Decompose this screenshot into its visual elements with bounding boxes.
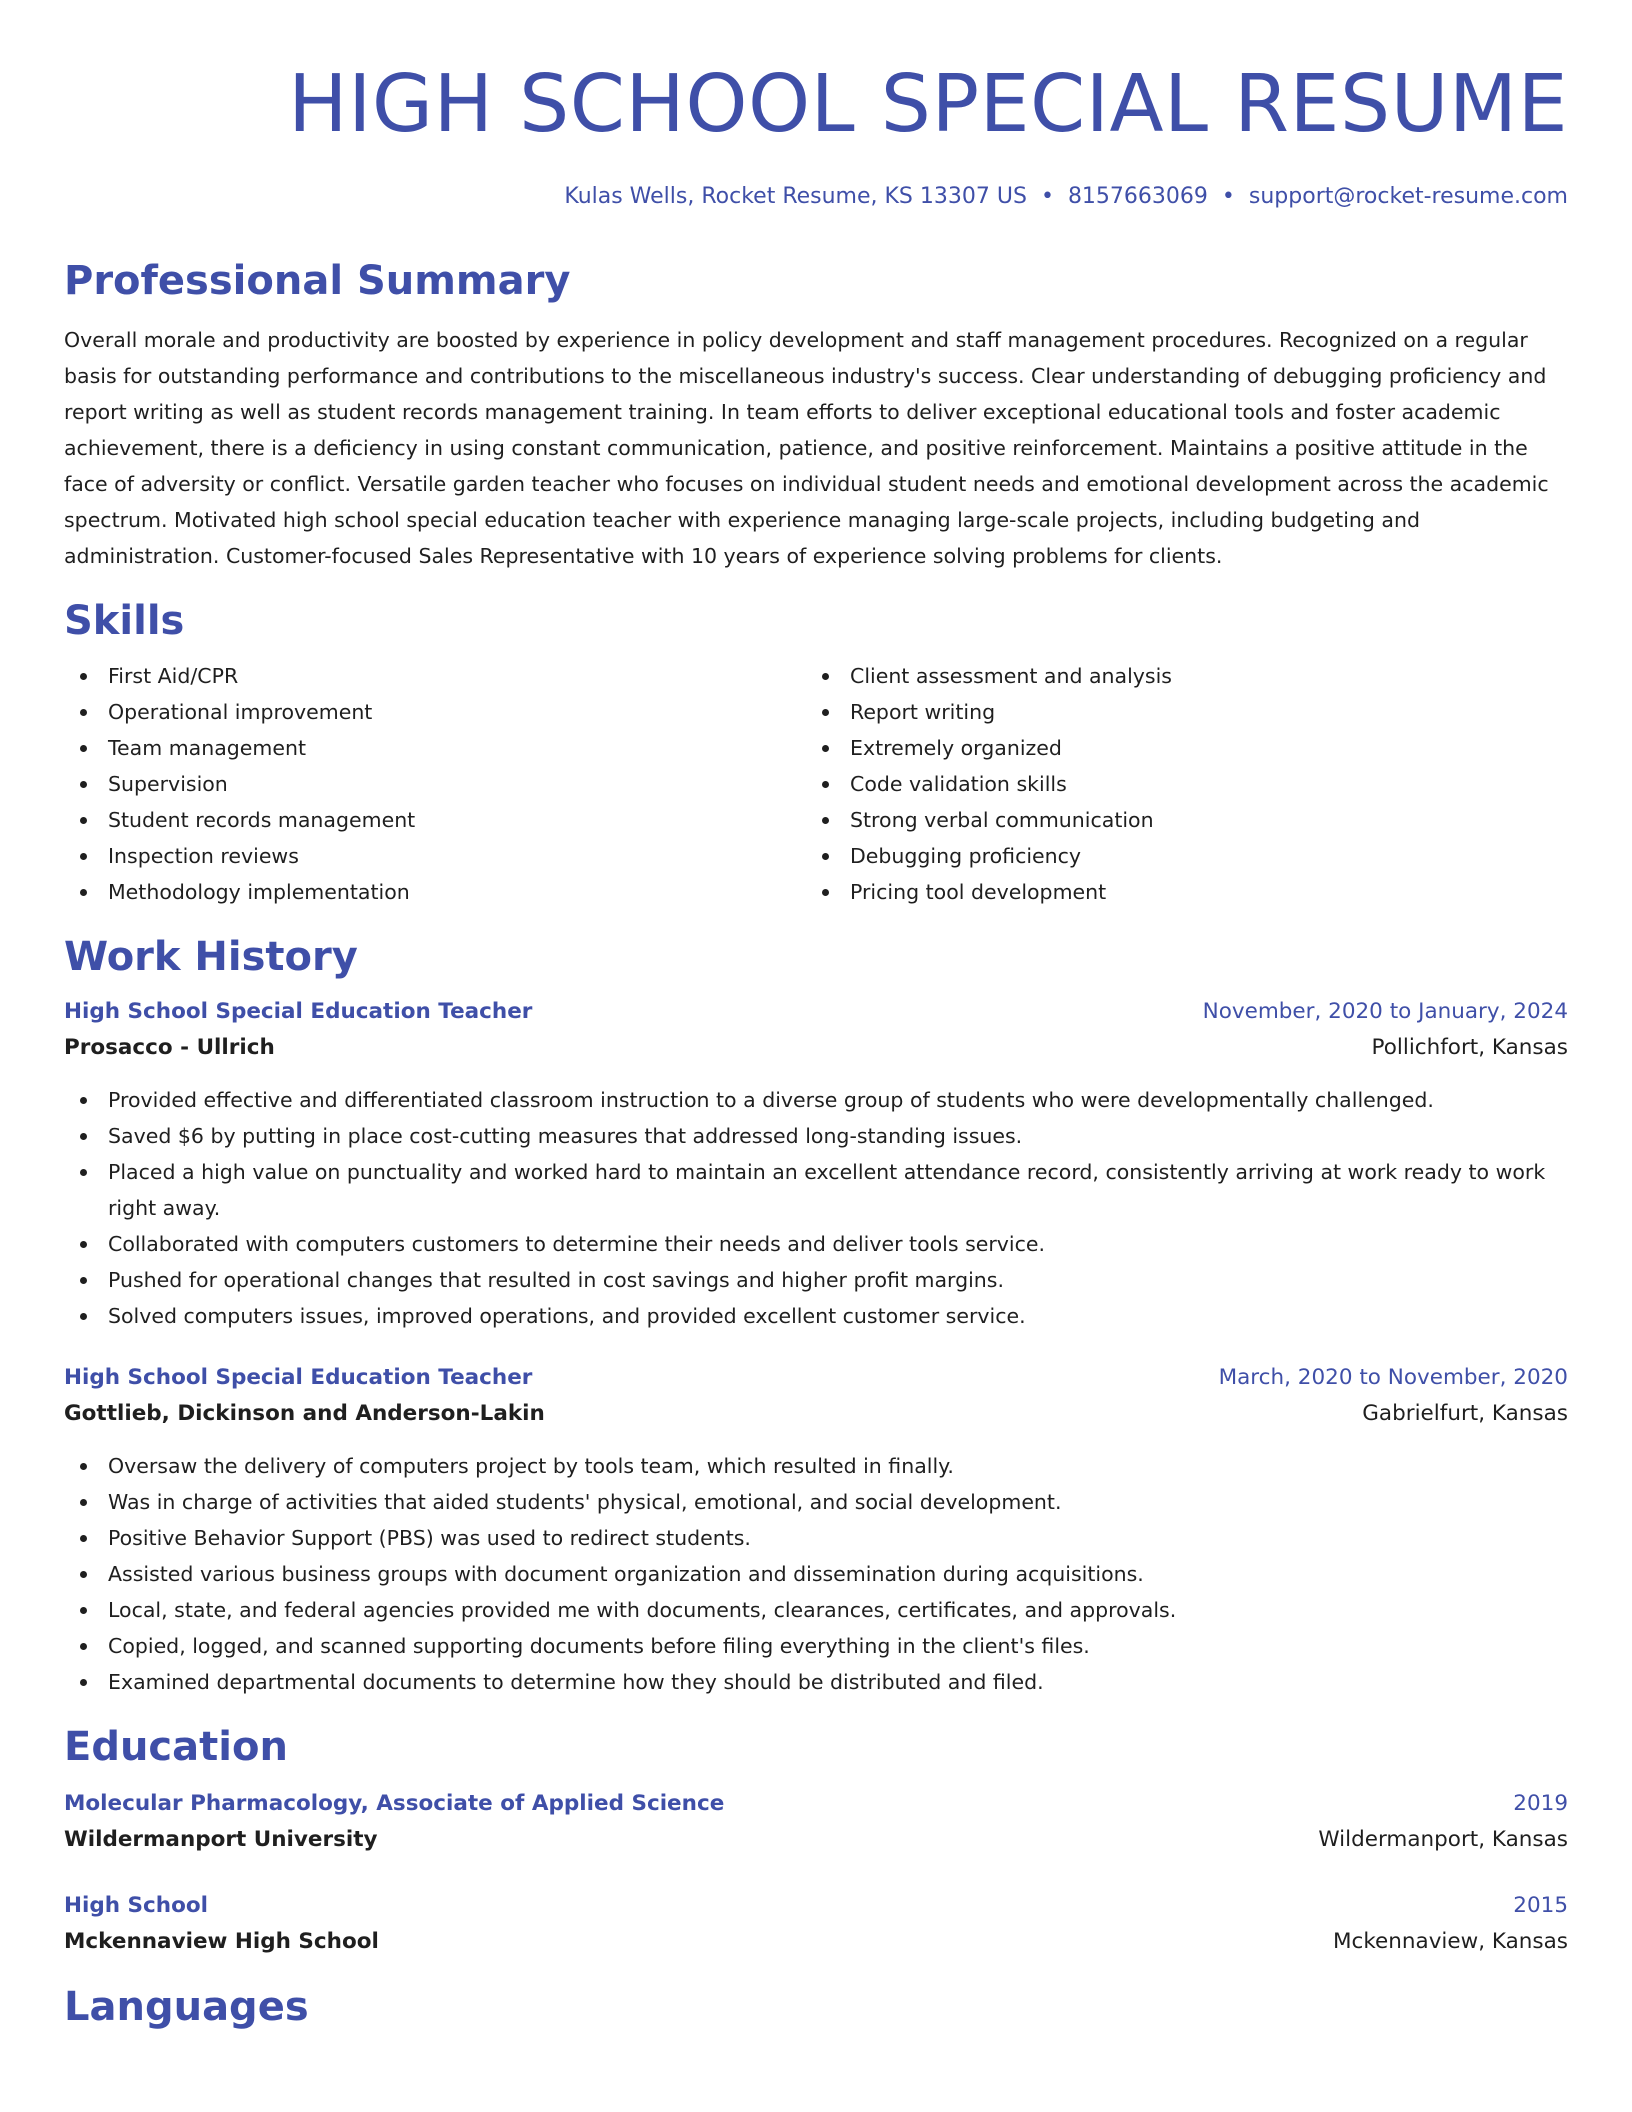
job-entry: [64, 994, 1568, 1334]
skill-item: Client assessment and analysis: [806, 658, 1548, 694]
contact-address: Kulas Wells, Rocket Resume, KS 13307 US: [564, 184, 1027, 209]
skill-item: Debugging proficiency: [806, 838, 1548, 874]
job-bullet: Was in charge of activities that aided students' physical, emotional, and social development.: [64, 1484, 1568, 1520]
education-location: Wildermanport, Kansas: [1318, 1827, 1568, 1852]
education-degree: Molecular Pharmacology, Associate of Applied Science: [64, 1791, 725, 1816]
job-bullets: [64, 1448, 1568, 1700]
job-location: Gabrielfurt, Kansas: [1362, 1401, 1568, 1426]
skill-item: Methodology implementation: [64, 874, 806, 910]
skills-right-list: [806, 658, 1548, 910]
contact-line: [64, 182, 1568, 212]
education-heading: Education: [64, 1724, 288, 1770]
work-history-heading: Work History: [64, 934, 358, 980]
contact-phone: 8157663069: [1067, 184, 1208, 209]
skills-left-list: [64, 658, 806, 910]
resume-title: HIGH SCHOOL SPECIAL RESUME: [288, 58, 1568, 150]
education-header: [64, 1786, 1568, 1822]
job-dates: November, 2020 to January, 2024: [1202, 999, 1568, 1024]
job-company: Prosacco - Ullrich: [64, 1035, 275, 1060]
skill-item: Strong verbal communication: [806, 802, 1548, 838]
contact-separator: •: [1221, 184, 1235, 209]
skill-item: Student records management: [64, 802, 806, 838]
job-bullet: Solved computers issues, improved operations, and provided excellent customer service.: [64, 1298, 1568, 1334]
job-bullets: [64, 1082, 1568, 1334]
job-bullet: Saved $6 by putting in place cost-cutting measures that addressed long-standing issues.: [64, 1118, 1568, 1154]
contact-email: support@rocket-resume.com: [1248, 184, 1568, 209]
job-header: [64, 994, 1568, 1030]
job-company: Gottlieb, Dickinson and Anderson-Lakin: [64, 1401, 545, 1426]
education-school: Mckennaview High School: [64, 1929, 379, 1954]
contact-separator: •: [1040, 184, 1054, 209]
skill-item: Extremely organized: [806, 730, 1548, 766]
skill-item: First Aid/CPR: [64, 658, 806, 694]
skill-item: Supervision: [64, 766, 806, 802]
job-dates: March, 2020 to November, 2020: [1218, 1365, 1568, 1390]
education-school-row: [64, 1924, 1568, 1960]
skill-item: Pricing tool development: [806, 874, 1548, 910]
job-bullet: Examined departmental documents to determine how they should be distributed and filed.: [64, 1664, 1568, 1700]
education-location: Mckennaview, Kansas: [1333, 1929, 1568, 1954]
skills-columns: [64, 658, 1568, 910]
job-bullet: Placed a high value on punctuality and worked hard to maintain an excellent attendance record, consistently arriving at work ready to work right away.: [64, 1154, 1568, 1226]
education-year: 2015: [1513, 1893, 1568, 1918]
skill-item: Code validation skills: [806, 766, 1548, 802]
education-entry: [64, 1786, 1568, 1858]
job-bullet: Collaborated with computers customers to determine their needs and deliver tools service.: [64, 1226, 1568, 1262]
job-bullet: Assisted various business groups with document organization and dissemination during acquisitions.: [64, 1556, 1568, 1592]
job-header: [64, 1360, 1568, 1396]
resume-page: [64, 0, 1568, 2032]
job-employer-row: [64, 1396, 1568, 1432]
skill-item: Inspection reviews: [64, 838, 806, 874]
job-title: High School Special Education Teacher: [64, 999, 533, 1024]
education-entry: [64, 1888, 1568, 1960]
education-header: [64, 1888, 1568, 1924]
education-school: Wildermanport University: [64, 1827, 378, 1852]
skill-item: Team management: [64, 730, 806, 766]
languages-heading: Languages: [64, 1984, 309, 2030]
job-location: Pollichfort, Kansas: [1371, 1035, 1568, 1060]
job-bullet: Provided effective and differentiated classroom instruction to a diverse group of students who were developmentally challenged.: [64, 1082, 1568, 1118]
job-bullet: Copied, logged, and scanned supporting documents before filing everything in the client's files.: [64, 1628, 1568, 1664]
summary-text: Overall morale and productivity are boosted by experience in policy development and staff management procedures. Recognized on a regular basis for outstanding performance and contributions to the miscellaneous industry's success. Clear understanding of debugging proficiency and report writing as well as student records management training. In team efforts to deliver exceptional educational tools and foster academic achievement, there is a deficiency in using constant communication, patience, and positive reinforcement. Maintains a positive attitude in the face of adversity or conflict. Versatile garden teacher who focuses on individual student needs and emotional development across the academic spectrum. Motivated high school special education teacher with experience managing large-scale projects, including budgeting and administration. Customer-focused Sales Representative with 10 years of experience solving problems for clients.: [64, 328, 1549, 568]
skill-item: Operational improvement: [64, 694, 806, 730]
job-bullet: Oversaw the delivery of computers project by tools team, which resulted in finally.: [64, 1448, 1568, 1484]
skill-item: Report writing: [806, 694, 1548, 730]
education-school-row: [64, 1822, 1568, 1858]
job-bullet: Pushed for operational changes that resulted in cost savings and higher profit margins.: [64, 1262, 1568, 1298]
job-title: High School Special Education Teacher: [64, 1365, 533, 1390]
education-year: 2019: [1513, 1791, 1568, 1816]
summary-heading: Professional Summary: [64, 258, 571, 304]
skills-heading: Skills: [64, 598, 185, 644]
job-bullet: Local, state, and federal agencies provided me with documents, clearances, certificates, and approvals.: [64, 1592, 1568, 1628]
job-entry: [64, 1360, 1568, 1700]
job-bullet: Positive Behavior Support (PBS) was used to redirect students.: [64, 1520, 1568, 1556]
job-employer-row: [64, 1030, 1568, 1066]
education-degree: High School: [64, 1893, 208, 1918]
